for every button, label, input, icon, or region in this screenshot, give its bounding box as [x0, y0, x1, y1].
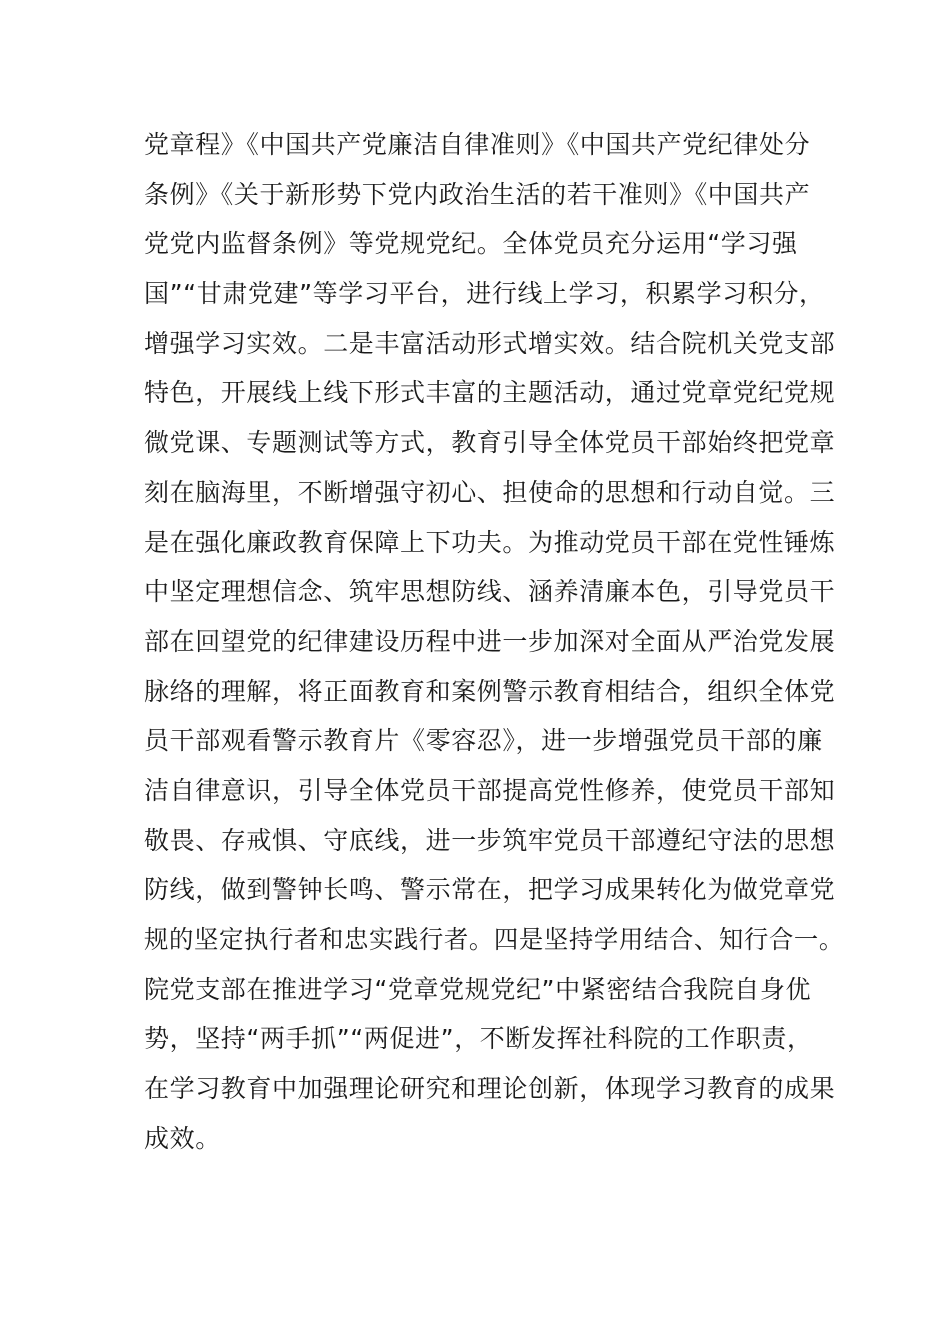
text-line: 增强学习实效。二是丰富活动形式增实效。结合院机关党支部	[144, 328, 836, 358]
text-line: 党章程》《中国共产党廉洁自律准则》《中国共产党纪律处分	[144, 130, 811, 159]
body-paragraph	[144, 120, 844, 1163]
text-line: 规的坚定执行者和忠实践行者。四是坚持学用结合、知行合一。	[144, 925, 844, 954]
text-line: 院党支部在推进学习“党章党规党纪”中紧密结合我院自身优	[144, 974, 812, 1004]
text-line: 特色，开展线上线下形式丰富的主题活动，通过党章党纪党规	[144, 378, 836, 408]
text-line: 敬畏、存戒惧、守底线，进一步筑牢党员干部遵纪守法的思想	[144, 825, 836, 855]
text-line: 在学习教育中加强理论研究和理论创新，体现学习教育的成果	[144, 1074, 836, 1104]
text-line: 刻在脑海里，不断增强守初心、担使命的思想和行动自觉。三	[144, 477, 836, 507]
text-line: 势，坚持“两手抓”“两促进”，不断发挥社科院的工作职责，	[144, 1024, 813, 1054]
text-line: 员干部观看警示教育片《零容忍》，进一步增强党员干部的廉	[144, 726, 823, 756]
text-line: 脉络的理解，将正面教育和案例警示教育相结合，组织全体党	[144, 676, 836, 706]
text-line: 成效。	[144, 1123, 221, 1153]
text-line: 党党内监督条例》等党规党纪。全体党员充分运用“学习强	[144, 229, 798, 259]
text-line: 洁自律意识，引导全体党员干部提高党性修养，使党员干部知	[144, 775, 836, 805]
text-line: 防线，做到警钟长鸣、警示常在，把学习成果转化为做党章党	[144, 875, 836, 905]
text-line: 部在回望党的纪律建设历程中进一步加深对全面从严治党发展	[144, 626, 836, 656]
text-line: 是在强化廉政教育保障上下功夫。为推动党员干部在党性锤炼	[144, 527, 836, 557]
text-line: 条例》《关于新形势下党内政治生活的若干准则》《中国共产	[144, 179, 811, 209]
text-line: 微党课、专题测试等方式，教育引导全体党员干部始终把党章	[144, 428, 836, 458]
text-line: 国”“甘肃党建”等学习平台，进行线上学习，积累学习积分，	[144, 279, 825, 309]
text-line: 中坚定理想信念、筑牢思想防线、涵养清廉本色，引导党员干	[144, 577, 836, 607]
